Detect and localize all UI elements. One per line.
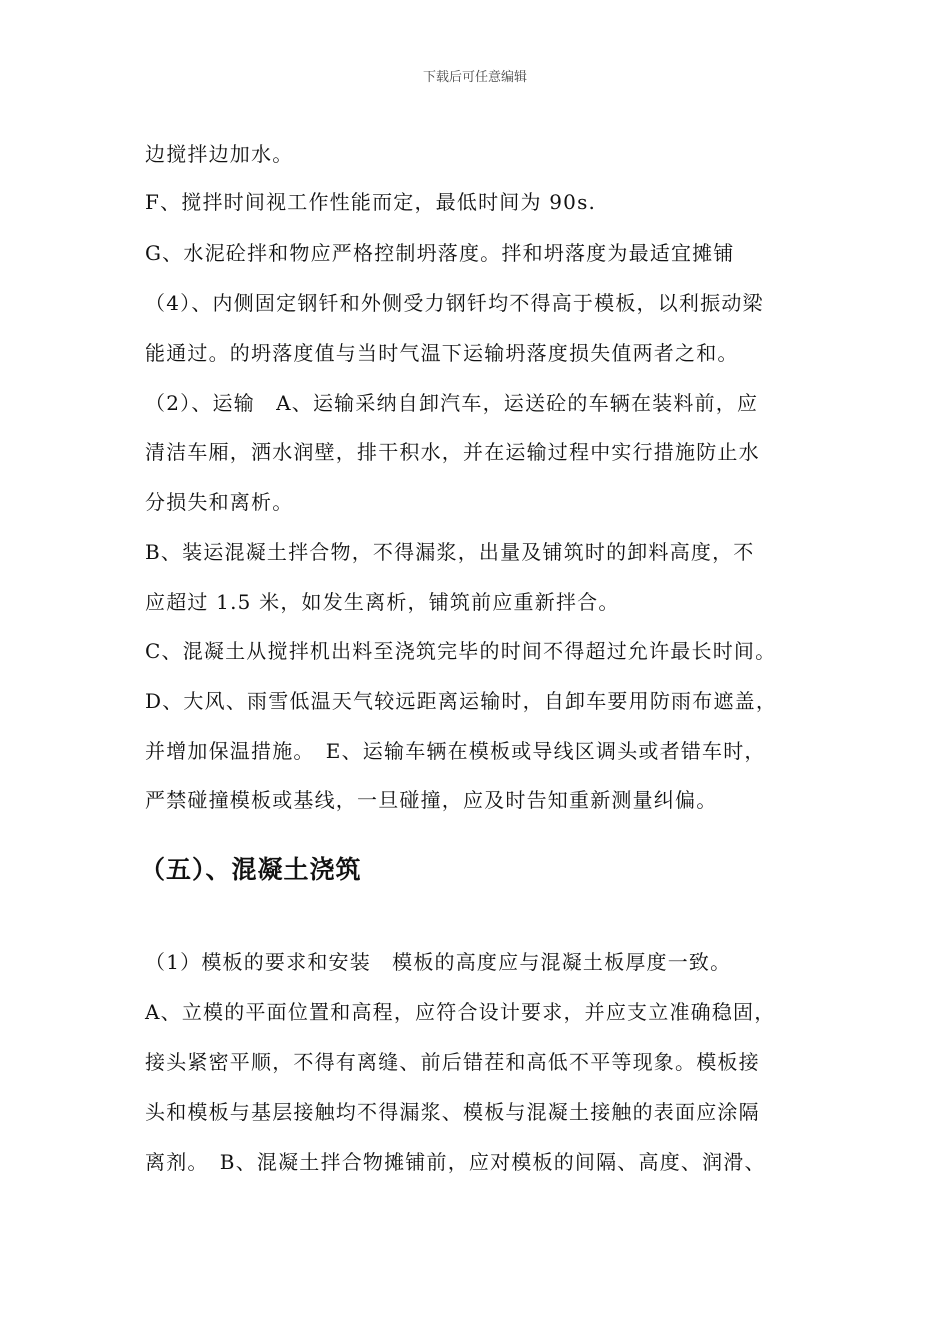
section-heading: （五）、混凝土浇筑	[140, 855, 362, 884]
paragraph-line: 清洁车厢，洒水润壁，排干积水，并在运输过程中实行措施防止水	[145, 440, 760, 464]
paragraph-line: （2）、运输 A、运输采纳自卸汽车，运送砼的车辆在装料前，应	[145, 391, 759, 415]
paragraph-line: F、搅拌时间视工作性能而定，最低时间为 90s.	[145, 190, 597, 214]
paragraph-line: 接头紧密平顺，不得有离缝、前后错茬和高低不平等现象。模板接	[145, 1050, 760, 1074]
paragraph-line: B、装运混凝土拌合物，不得漏浆，出量及铺筑时的卸料高度，不	[145, 540, 755, 564]
page-header: 下载后可任意编辑	[422, 70, 527, 85]
paragraph-line: （4）、内侧固定钢钎和外侧受力钢钎均不得高于模板，以利振动梁	[145, 291, 764, 315]
paragraph-line: 头和模板与基层接触均不得漏浆、模板与混凝土接触的表面应涂隔	[145, 1100, 760, 1124]
paragraph-line: 分损失和离析。	[145, 490, 294, 514]
paragraph-line: 能通过。的坍落度值与当时气温下运输坍落度损失值两者之和。	[145, 341, 739, 365]
paragraph-line: 应超过 1.5 米，如发生离析，铺筑前应重新拌合。	[145, 590, 620, 614]
paragraph-line: 严禁碰撞模板或基线，一旦碰撞，应及时告知重新测量纠偏。	[145, 788, 718, 812]
paragraph-line: 离剂。 B、混凝土拌合物摊铺前，应对模板的间隔、高度、润滑、	[145, 1150, 766, 1174]
paragraph-line: A、立模的平面位置和高程，应符合设计要求，并应支立准确稳固，	[145, 1000, 776, 1024]
paragraph-line: D、大风、雨雪低温天气较远距离运输时，自卸车要用防雨布遮盖，	[145, 689, 778, 713]
paragraph-line: C、混凝土从搅拌机出料至浇筑完毕的时间不得超过允许最长时间。	[145, 639, 777, 663]
paragraph-line: 边搅拌边加水。	[145, 142, 294, 166]
paragraph-line: G、水泥砼拌和物应严格控制坍落度。拌和坍落度为最适宜摊铺	[145, 241, 735, 265]
paragraph-line: （1）模板的要求和安装 模板的高度应与混凝土板厚度一致。	[145, 950, 732, 974]
paragraph-line: 并增加保温措施。 E、运输车辆在模板或导线区调头或者错车时，	[145, 739, 766, 763]
